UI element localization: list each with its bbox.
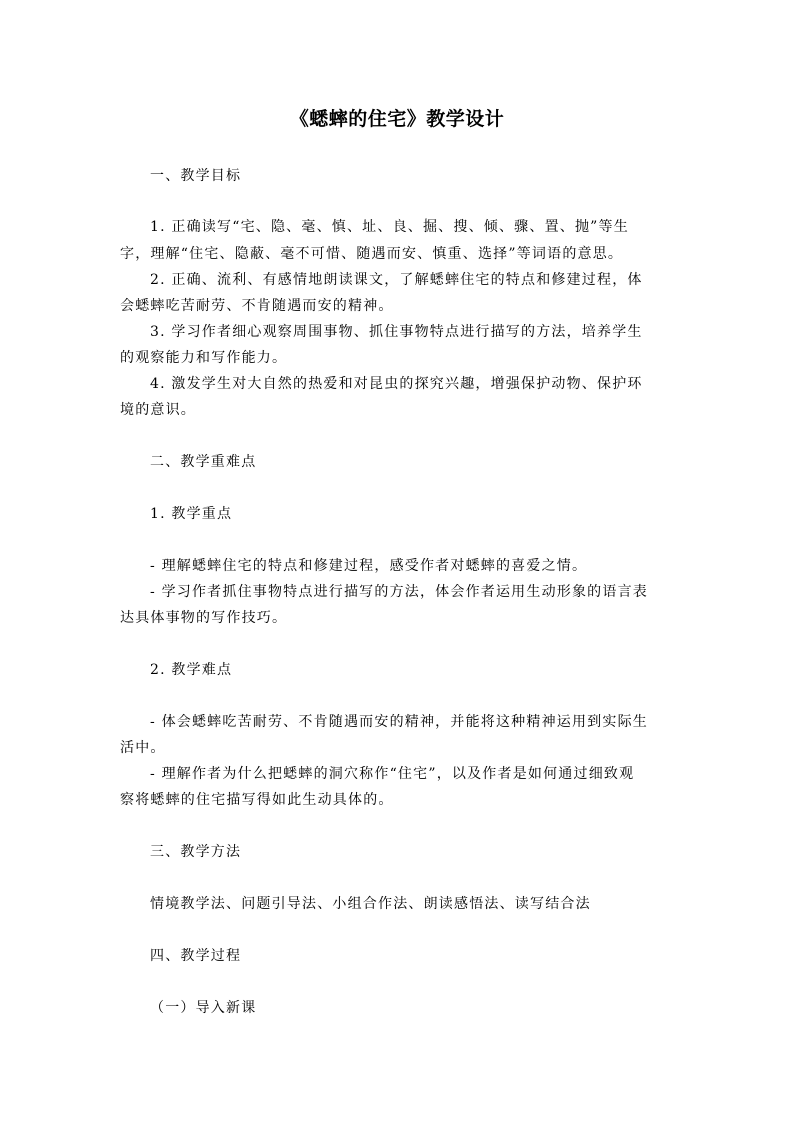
difficult-point-2-line-1: - 理解作者为什么把蟋蟀的洞穴称作“住宅”，以及作者是如何通过细致观 bbox=[150, 766, 635, 782]
subheading-difficult-points: 2. 教学难点 bbox=[150, 662, 233, 678]
key-point-1: - 理解蟋蟀住宅的特点和修建过程，感受作者对蟋蟀的喜爱之情。 bbox=[150, 558, 588, 574]
section-heading-process: 四、教学过程 bbox=[150, 948, 242, 964]
objective-1-line-2: 字，理解“住宅、隐蔽、毫不可惜、随遇而安、慎重、选择”等词语的意思。 bbox=[120, 246, 624, 262]
objective-3-line-1: 3. 学习作者细心观察周围事物、抓住事物特点进行描写的方法，培养学生 bbox=[150, 324, 643, 340]
difficult-point-1-line-1: - 体会蟋蟀吃苦耐劳、不肯随遇而安的精神，并能将这种精神运用到实际生 bbox=[150, 714, 648, 730]
objective-3-line-2: 的观察能力和写作能力。 bbox=[120, 350, 288, 366]
key-point-2-line-1: - 学习作者抓住事物特点进行描写的方法，体会作者运用生动形象的语言表 bbox=[150, 584, 648, 600]
objective-2-line-1: 2. 正确、流利、有感情地朗读课文，了解蟋蟀住宅的特点和修建过程，体 bbox=[150, 272, 643, 288]
document-title: 《蟋蟀的住宅》教学设计 bbox=[289, 108, 505, 130]
section-heading-key-points: 二、教学重难点 bbox=[150, 454, 257, 470]
objective-2-line-2: 会蟋蟀吃苦耐劳、不肯随遇而安的精神。 bbox=[120, 298, 394, 314]
subheading-introduction: （一）导入新课 bbox=[150, 1000, 257, 1016]
objective-4-line-1: 4. 激发学生对大自然的热爱和对昆虫的探究兴趣，增强保护动物、保护环 bbox=[150, 376, 643, 392]
objective-1-line-1: 1. 正确读写“宅、隐、毫、慎、址、良、掘、搜、倾、骤、置、抛”等生 bbox=[150, 219, 629, 235]
section-heading-methods: 三、教学方法 bbox=[150, 844, 242, 860]
section-heading-objectives: 一、教学目标 bbox=[150, 168, 242, 184]
methods-text: 情境教学法、问题引导法、小组合作法、朗读感悟法、读写结合法 bbox=[150, 896, 591, 912]
objective-4-line-2: 境的意识。 bbox=[120, 402, 196, 418]
subheading-key-points: 1. 教学重点 bbox=[150, 506, 233, 522]
difficult-point-1-line-2: 活中。 bbox=[120, 740, 166, 756]
key-point-2-line-2: 达具体事物的写作技巧。 bbox=[120, 610, 288, 626]
difficult-point-2-line-2: 察将蟋蟀的住宅描写得如此生动具体的。 bbox=[120, 792, 394, 808]
